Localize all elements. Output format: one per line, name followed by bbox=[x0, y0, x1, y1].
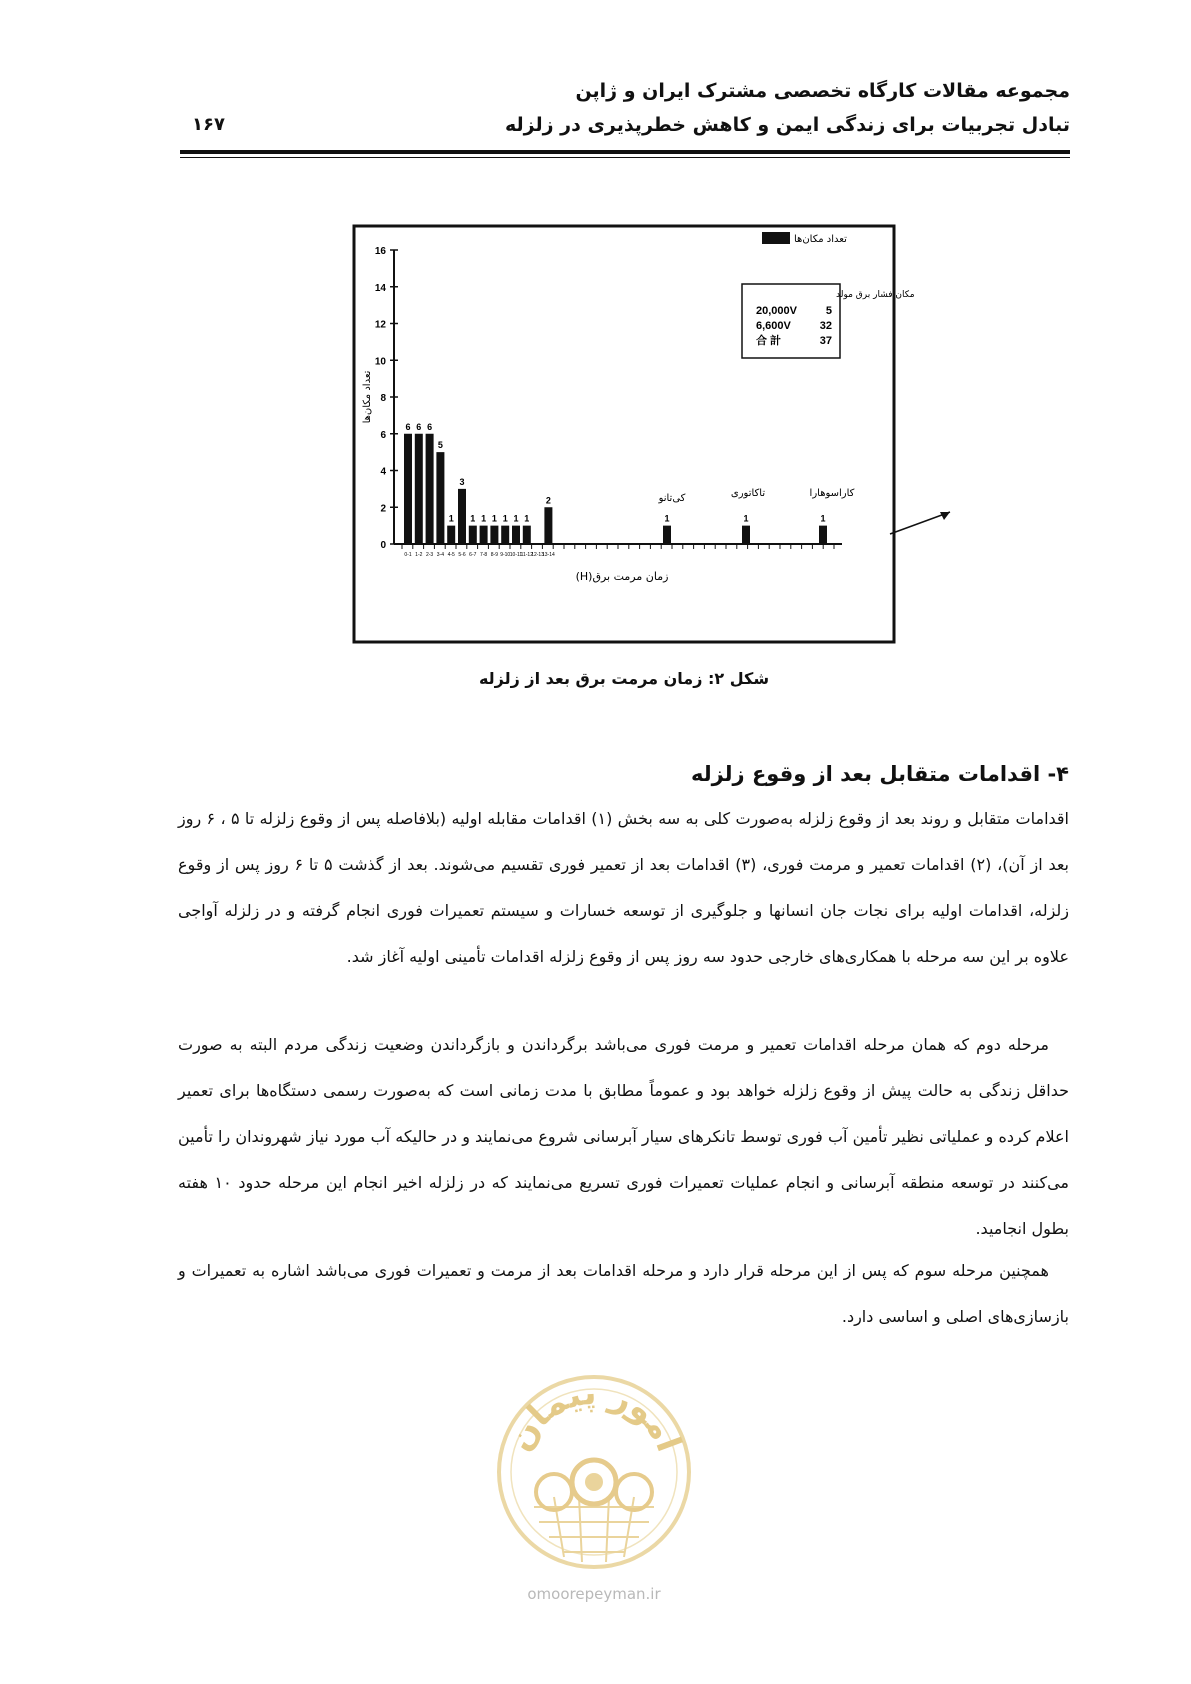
bar bbox=[501, 526, 509, 544]
voltage-count: 5 bbox=[825, 305, 832, 317]
page-number: ۱۶۷ bbox=[192, 114, 225, 135]
chart-svg bbox=[352, 224, 915, 644]
bar bbox=[480, 526, 488, 544]
series-title: مجموعه مقالات کارگاه تخصصی مشترک ایران و ژاپن bbox=[575, 80, 1070, 102]
y-tick-label: 8 bbox=[380, 393, 386, 404]
bar-label: 1 bbox=[664, 513, 670, 524]
bar-label: 1 bbox=[524, 513, 530, 524]
y-tick-label: 0 bbox=[380, 540, 386, 551]
x-tick-label: 0-1 bbox=[404, 552, 412, 558]
y-tick-label: 14 bbox=[374, 282, 386, 294]
bar bbox=[404, 434, 412, 544]
figure-caption: شکل ۲: زمان مرمت برق بعد از زلزله bbox=[478, 669, 770, 688]
section-heading: ۴- اقدامات متقابل بعد از وقوع زلزله bbox=[690, 762, 1069, 786]
bar-label: 1 bbox=[502, 513, 508, 524]
bar bbox=[458, 489, 466, 544]
x-tick-label: 3-4 bbox=[436, 552, 445, 558]
annotation-kitano: کی‌تانو bbox=[658, 493, 686, 504]
header-rule bbox=[180, 150, 1070, 154]
bar bbox=[426, 434, 434, 544]
voltage-label: 6,600V bbox=[756, 320, 791, 332]
voltage-count: 32 bbox=[819, 320, 832, 332]
x-tick-label: 1-2 bbox=[415, 552, 423, 558]
y-tick-label: 2 bbox=[380, 503, 386, 515]
svg-text:امور پیمان bbox=[500, 1373, 689, 1458]
watermark-grid bbox=[534, 1497, 654, 1562]
bar-label: 1 bbox=[491, 513, 497, 524]
watermark-seal bbox=[494, 1357, 694, 1582]
y-tick-label: 16 bbox=[374, 246, 386, 257]
watermark-logo-text: امور پیمان bbox=[499, 1372, 689, 1458]
x-tick-label: 6-7 bbox=[469, 552, 477, 558]
y-tick-label: 12 bbox=[374, 319, 386, 331]
bar-label: 6 bbox=[405, 421, 411, 432]
gear-icon bbox=[536, 1474, 572, 1510]
voltage-table-header: مکان فشار برق مولد bbox=[836, 290, 915, 300]
x-tick-label: 8-9 bbox=[490, 552, 499, 558]
bar bbox=[447, 526, 455, 544]
bar bbox=[415, 434, 423, 544]
x-tick-label: 4-5 bbox=[447, 552, 455, 558]
y-tick-label: 4 bbox=[380, 466, 386, 478]
bar-label: 3 bbox=[459, 476, 465, 487]
y-tick-label: 10 bbox=[374, 356, 386, 368]
bar bbox=[490, 526, 498, 544]
bar bbox=[742, 526, 750, 544]
figure-chart bbox=[352, 224, 915, 644]
bar bbox=[512, 526, 520, 544]
x-tick-label: 11-12 bbox=[520, 552, 534, 558]
x-tick-label: 7-8 bbox=[479, 552, 488, 558]
bar bbox=[469, 526, 477, 544]
paragraph-2: مرحله دوم که همان مرحله اقدامات تعمیر و مرمت فوری می‌باشد برگرداندن و بازگرداندن وضعیت زندگی مردم البته به صورت حداقل زندگی به حالت پیش از وقوع زلزله خواهد بود و عموماً مطابق با مدت زمانی است که به‌صورت رسمی دستگاه‌ها برای تعمیر اعلام کرده و عملیاتی نظیر تأمین آب فوری توسط تانکرهای سیار آبرسانی شروع می‌نمایند و در حالیکه آب مورد نیاز شهروندان را تأمین می‌کنند در توسعه منطقه آبرسانی و انجام عملیات تعمیرات فوری تسریع می‌نمایند که در زلزله اخیر انجام این مرحله حدود ۱۰ هفته بطول انجامید. bbox=[178, 1035, 1069, 1238]
legend-label: تعداد مکان‌ها bbox=[794, 234, 847, 245]
x-tick-label: 5-6 bbox=[458, 552, 466, 558]
bar-label: 1 bbox=[743, 513, 749, 524]
header-rule-thin bbox=[180, 157, 1070, 158]
hardhat-icon bbox=[585, 1473, 603, 1491]
paragraph-3: همچنین مرحله سوم که پس از این مرحله قرار دارد و مرحله اقدامات بعد از مرمت و تعمیرات فوری می‌باشد اشاره به تعمیرات و بازسازی‌های اصلی و اساسی دارد. bbox=[178, 1261, 1069, 1326]
bar-label: 1 bbox=[513, 513, 519, 524]
paragraph-1: اقدامات متقابل و روند بعد از وقوع زلزله به‌صورت کلی به سه بخش (۱) اقدامات مقابله اولیه (بلافاصله پس از وقوع زلزله تا ۵ ، ۶ روز بعد از آن)، (۲) اقدامات تعمیر و مرمت فوری، (۳) اقدامات بعد از تعمیر فوری تقسیم می‌شوند. بعد از گذشت ۵ تا ۶ روز پس از وقوع زلزله، اقدامات اولیه برای نجات جان انسانها و جلوگیری از توسعه خسارات و سیستم تعمیرات فوری انجام گرفته و در زلزله آواجی علاوه بر این سه مرحله با همکاری‌های خارجی حدود سه روز پس از وقوع زلزله اقدامات تأمینی اولیه آغاز شد. bbox=[178, 809, 1070, 966]
gear-icon bbox=[616, 1474, 652, 1510]
annotation-karasuhara: کاراسوهارا bbox=[809, 488, 855, 499]
x-tick-label: 13-14 bbox=[542, 552, 555, 558]
x-axis-label: زمان مرمت برق(H) bbox=[575, 570, 669, 583]
y-axis-label: تعداد مکان‌ها bbox=[362, 370, 373, 424]
legend-swatch bbox=[762, 232, 790, 244]
bar-label: 1 bbox=[448, 513, 454, 524]
bar-label: 1 bbox=[820, 513, 826, 524]
bar-label: 5 bbox=[437, 440, 443, 451]
bar-label: 2 bbox=[545, 495, 551, 506]
pointer-arrow bbox=[860, 494, 1060, 544]
x-tick-label: 9-10 bbox=[500, 552, 511, 558]
bar bbox=[436, 452, 444, 544]
bar bbox=[819, 526, 827, 544]
x-tick-label: 10-11 bbox=[509, 552, 523, 558]
y-tick-label: 6 bbox=[380, 429, 386, 441]
bar bbox=[544, 507, 552, 544]
bar bbox=[663, 526, 671, 544]
bar-label: 6 bbox=[416, 421, 422, 432]
annotation-takatori: تاکاتوری bbox=[730, 488, 766, 499]
x-tick-label: 2-3 bbox=[425, 552, 434, 558]
voltage-label: 合 計 bbox=[756, 335, 782, 347]
series-subtitle: تبادل تجربیات برای زندگی ایمن و کاهش خطرپذیری در زلزله bbox=[505, 114, 1070, 136]
watermark-site: omoorepeyman.ir bbox=[527, 1585, 661, 1603]
bar-label: 1 bbox=[481, 513, 487, 524]
bar-label: 1 bbox=[470, 513, 476, 524]
bar-label: 6 bbox=[427, 421, 433, 432]
x-tick-label: 12-13 bbox=[531, 552, 544, 558]
bar bbox=[523, 526, 531, 544]
voltage-label: 20,000V bbox=[756, 305, 797, 317]
voltage-count: 37 bbox=[819, 335, 832, 347]
